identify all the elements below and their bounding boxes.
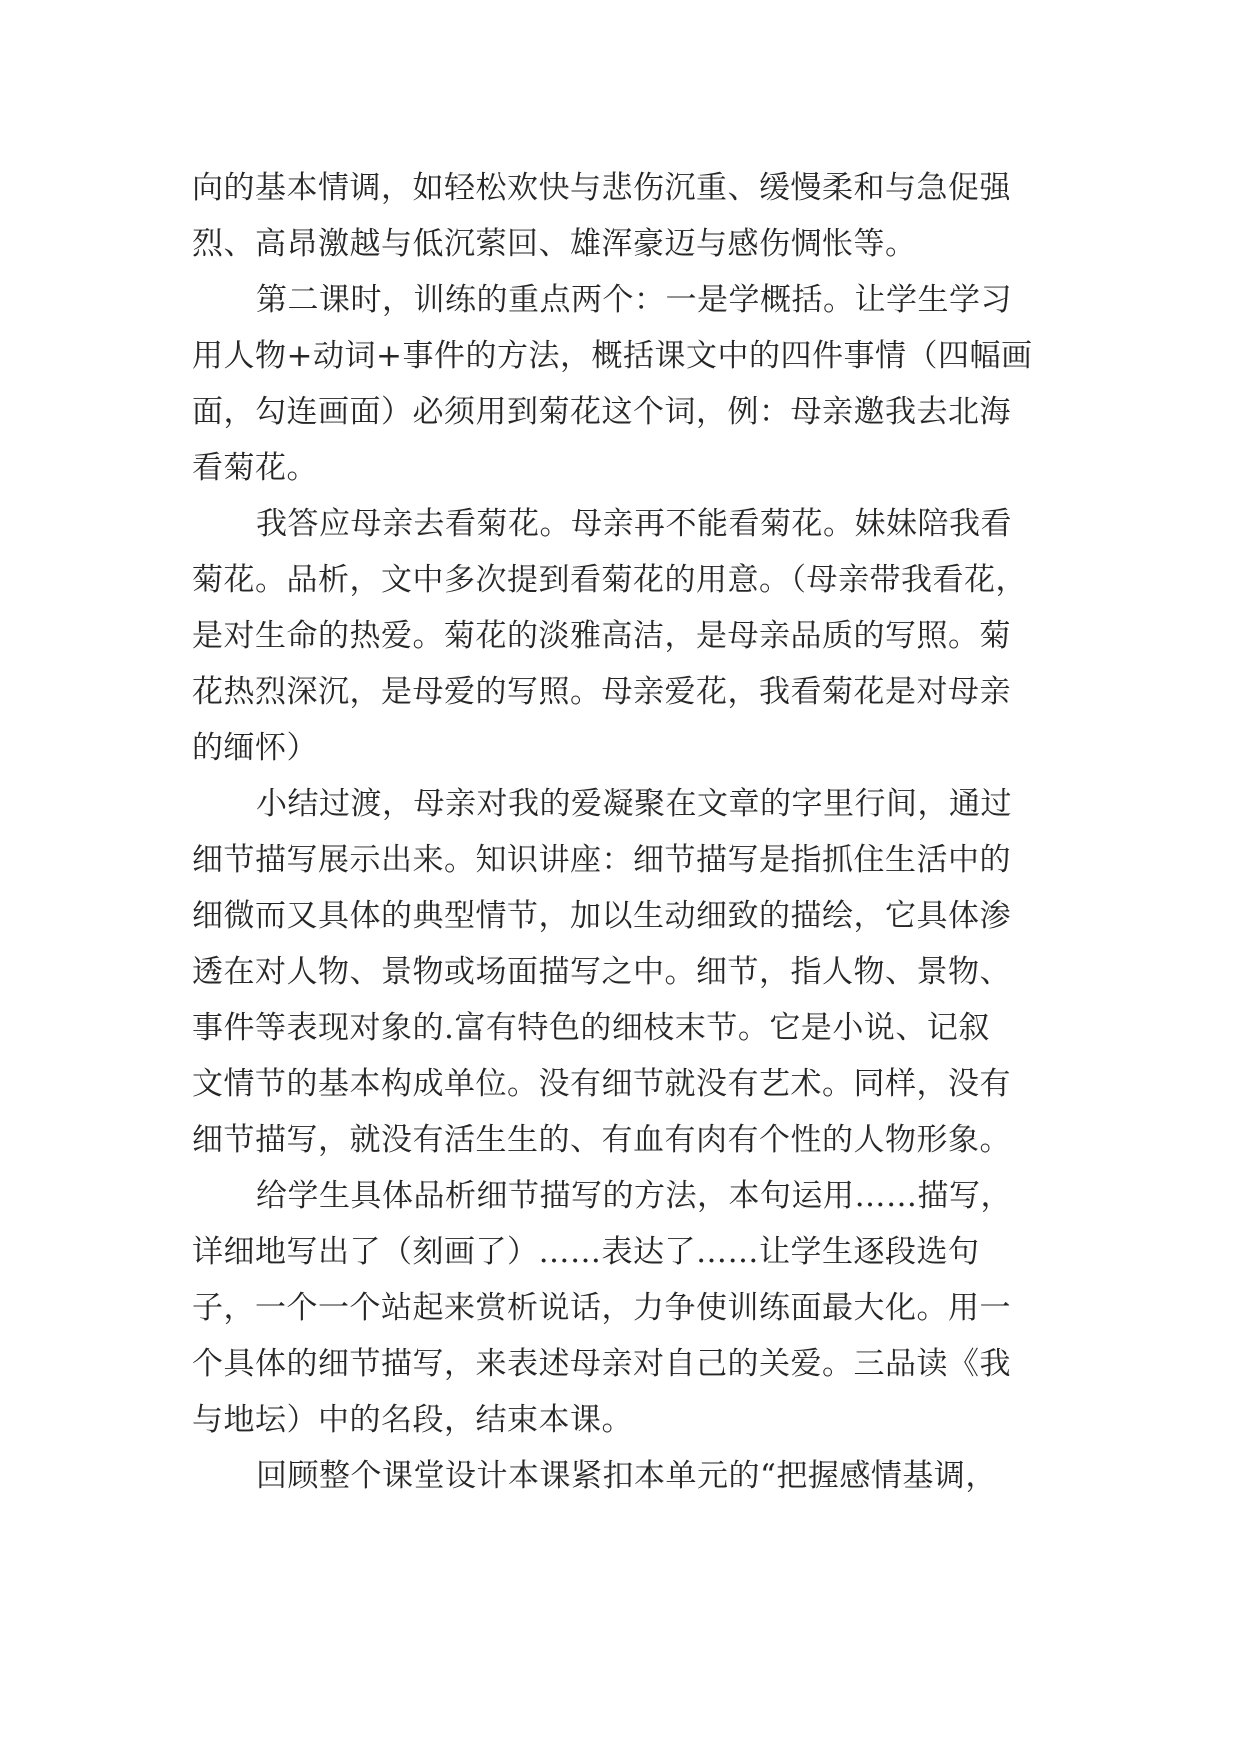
paragraph bbox=[192, 272, 1062, 496]
document-body bbox=[192, 160, 1062, 1504]
text-line: 细微而又具体的典型情节，加以生动细致的描绘，它具体渗 bbox=[192, 898, 1011, 934]
text-line: 是对生命的热爱。菊花的淡雅高洁，是母亲品质的写照。菊 bbox=[192, 618, 1011, 654]
text-line: 文情节的基本构成单位。没有细节就没有艺术。同样，没有 bbox=[192, 1066, 1011, 1102]
text-line: 花热烈深沉，是母爱的写照。母亲爱花，我看菊花是对母亲 bbox=[192, 674, 1011, 710]
text-line: 回顾整个课堂设计本课紧扣本单元的“把握感情基调， bbox=[256, 1458, 997, 1494]
text-line: 子，一个一个站起来赏析说话，力争使训练面最大化。用一 bbox=[192, 1290, 1011, 1326]
text-line: 烈、高昂激越与低沉萦回、雄浑豪迈与感伤惆怅等。 bbox=[192, 226, 917, 262]
text-line: 的缅怀） bbox=[192, 730, 318, 766]
text-line: 向的基本情调，如轻松欢快与悲伤沉重、缓慢柔和与急促强 bbox=[192, 170, 1011, 206]
text-line: 第二课时，训练的重点两个：一是学概括。让学生学习 bbox=[256, 282, 1012, 318]
paragraph bbox=[192, 160, 1062, 272]
paragraph bbox=[192, 496, 1062, 776]
text-line: 细节描写，就没有活生生的、有血有肉有个性的人物形象。 bbox=[192, 1122, 1011, 1158]
text-line: 菊花。品析，文中多次提到看菊花的用意。（母亲带我看花， bbox=[192, 562, 1027, 598]
text-line: 细节描写展示出来。知识讲座：细节描写是指抓住生活中的 bbox=[192, 842, 1011, 878]
paragraph bbox=[192, 1448, 1062, 1504]
text-line: 用人物+动词+事件的方法，概括课文中的四件事情（四幅画 bbox=[192, 338, 1033, 374]
paragraph bbox=[192, 1168, 1062, 1448]
text-line: 详细地写出了（刻画了）……表达了……让学生逐段选句 bbox=[192, 1234, 980, 1270]
text-line: 我答应母亲去看菊花。母亲再不能看菊花。妹妹陪我看 bbox=[256, 506, 1012, 542]
text-line: 透在对人物、景物或场面描写之中。细节，指人物、景物、 bbox=[192, 954, 1011, 990]
text-line: 事件等表现对象的.富有特色的细枝末节。它是小说、记叙 bbox=[192, 1010, 990, 1046]
text-line: 个具体的细节描写，来表述母亲对自己的关爱。三品读《我 bbox=[192, 1346, 1011, 1382]
text-line: 看菊花。 bbox=[192, 450, 318, 486]
text-line: 面，勾连画面）必须用到菊花这个词，例：母亲邀我去北海 bbox=[192, 394, 1011, 430]
paragraph bbox=[192, 776, 1062, 1168]
text-line: 与地坛）中的名段，结束本课。 bbox=[192, 1402, 633, 1438]
text-line: 给学生具体品析细节描写的方法，本句运用……描写， bbox=[256, 1178, 1012, 1214]
text-line: 小结过渡，母亲对我的爱凝聚在文章的字里行间，通过 bbox=[256, 786, 1012, 822]
